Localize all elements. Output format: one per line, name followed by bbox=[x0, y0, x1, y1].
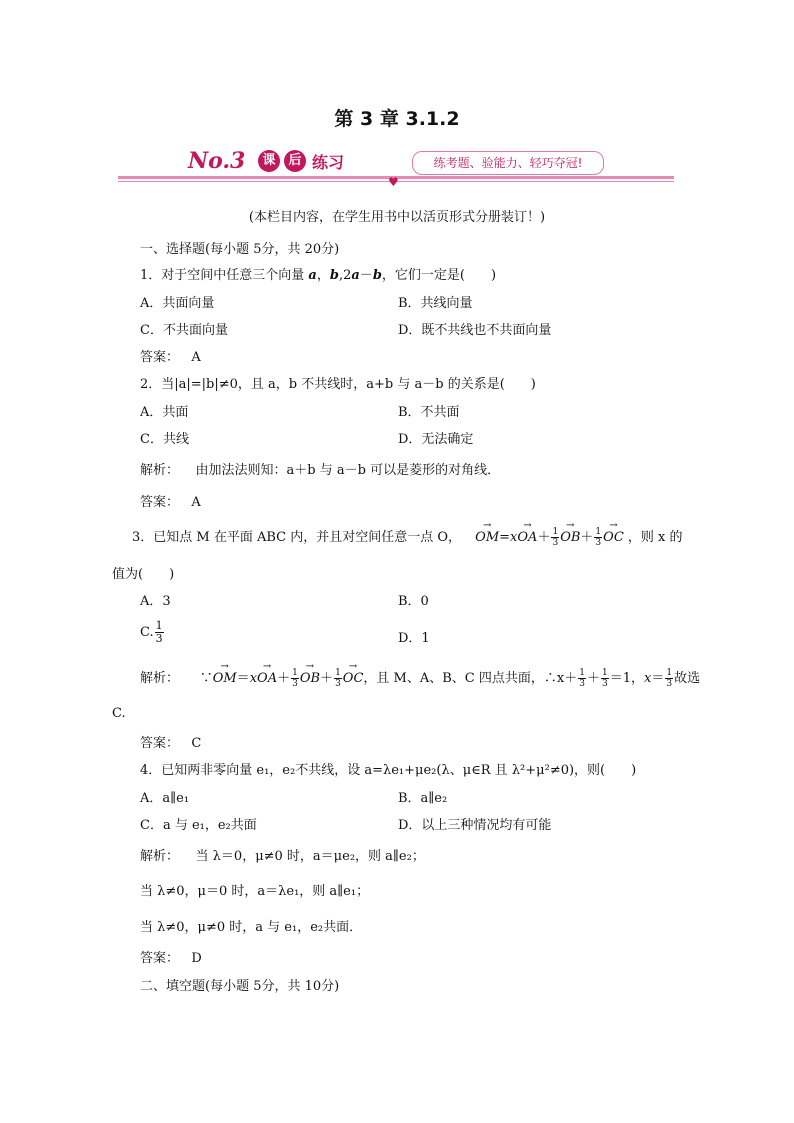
q1-stem-tail: ，它们一定是( ) bbox=[381, 268, 497, 283]
q4-option-c: C．a 与 e₁，e₂共面 bbox=[140, 818, 257, 833]
answer-value: A bbox=[191, 350, 201, 365]
question-4-stem: 4．已知两非零向量 e₁，e₂不共线，设 a=λe₁+μe₂(λ、μ∈R 且 λ²+μ²≠0)，则( ) bbox=[140, 763, 637, 778]
banner-slogan: 练考题、验能力、轻巧夺冠! bbox=[412, 151, 604, 175]
explanation-label: 解析： bbox=[140, 463, 180, 478]
answer-value: D bbox=[191, 951, 202, 966]
q2-option-d: D．无法确定 bbox=[398, 432, 474, 447]
q4-answer bbox=[140, 947, 202, 966]
q1-stem-text: 1．对于空间中任意三个向量 bbox=[140, 268, 309, 283]
q4-explanation-line-2: 当 λ≠0，μ＝0 时，a＝λe₁，则 a∥e₁； bbox=[140, 884, 370, 899]
q1-option-d: D．既不共线也不共面向量 bbox=[398, 323, 552, 338]
q3-option-b: B．0 bbox=[398, 594, 429, 609]
question-1-stem: 1．对于空间中任意三个向量 a，b,2a－b，它们一定是( ) bbox=[140, 268, 497, 283]
q1-option-a: A．共面向量 bbox=[140, 296, 215, 311]
q3-stem-text: 3．已知点 M 在平面 ABC 内，并且对空间任意一点 O， bbox=[132, 530, 462, 545]
q4-explanation-line-1: 当 λ＝0，μ≠0 时，a＝μe₂，则 a∥e₂； bbox=[195, 849, 425, 864]
q2-option-a: A．共面 bbox=[140, 405, 189, 420]
q1-option-c: C．不共面向量 bbox=[140, 323, 228, 338]
section-heading-fill: 二、填空题(每小题 5分，共 10分) bbox=[140, 979, 340, 994]
q2-explanation bbox=[140, 459, 500, 478]
page-title: 第 3 章 3.1.2 bbox=[334, 108, 460, 130]
q3-option-d: D．1 bbox=[398, 631, 430, 646]
answer-label: 答案： bbox=[140, 951, 180, 966]
answer-value: C bbox=[191, 736, 202, 751]
answer-label: 答案： bbox=[140, 350, 180, 365]
banner-hou-badge: 后 bbox=[284, 150, 306, 172]
q3-explanation-formula: ∵→ OM＝x→ OA＋ $\frac{1}{3}$ → OB＋ $\frac{1}{3}$ → OC bbox=[200, 671, 364, 686]
heart-icon: ♥ bbox=[388, 175, 399, 189]
q2-option-c: C．共线 bbox=[140, 432, 189, 447]
q3-vector-equation: → OM=x→ OA＋ $\frac{1}{3}$ → OB＋ $\frac{1}{3}$ → OC bbox=[475, 530, 628, 545]
answer-label: 答案： bbox=[140, 736, 180, 751]
q3-explanation-mid: ，且 M、A、B、C 四点共面，∴x＋ bbox=[363, 671, 578, 686]
binding-note: (本栏目内容，在学生用书中以活页形式分册装订！) bbox=[248, 210, 546, 225]
q2-option-b: B．不共面 bbox=[398, 405, 460, 420]
q2-answer bbox=[140, 491, 201, 510]
q3-explanation-end: 故选 bbox=[674, 671, 701, 686]
answer-label: 答案： bbox=[140, 495, 180, 510]
answer-value: A bbox=[191, 495, 201, 510]
q4-explanation bbox=[140, 845, 425, 864]
question-3-stem bbox=[132, 526, 683, 548]
section-banner bbox=[118, 148, 674, 190]
q4-option-d: D．以上三种情况均有可能 bbox=[398, 818, 552, 833]
q4-option-b: B．a∥e₂ bbox=[398, 791, 448, 806]
question-2-stem: 2．当|a|=|b|≠0，且 a，b 不共线时，a+b 与 a－b 的关系是( ) bbox=[140, 377, 536, 392]
explanation-label: 解析： bbox=[140, 849, 180, 864]
explanation-label: 解析： bbox=[140, 671, 180, 686]
q3-option-c: C. $\frac{1}{3}$ bbox=[140, 619, 163, 645]
explanation-text: 由加法法则知：a＋b 与 a－b 可以是菱形的对角线． bbox=[195, 463, 501, 478]
q3-answer bbox=[140, 732, 201, 751]
q4-explanation-line-3: 当 λ≠0，μ≠0 时，a 与 e₁，e₂共面． bbox=[140, 920, 363, 935]
q3-stem-continued: 值为( ) bbox=[112, 567, 175, 582]
q3-stem-tail: ，则 x 的 bbox=[627, 530, 683, 545]
q1-answer bbox=[140, 346, 201, 365]
q3-explanation: 解析： ∵→ OM＝x→ OA＋ $\frac{1}{3}$ → OB＋ $\frac{1}{3}$ → OC，且 M、A、B、C 四点共面，∴x＋ $\frac{1}{3}$ ＋ $\frac{1}{3}$ ＝1，x＝ $\frac{1}{3}$ 故选 bbox=[140, 667, 700, 689]
banner-lianxi: 练习 bbox=[312, 153, 345, 172]
q1-option-b: B．共线向量 bbox=[398, 296, 473, 311]
q3-option-c-label: C. bbox=[140, 625, 154, 640]
q4-option-a: A．a∥e₁ bbox=[140, 791, 190, 806]
banner-number: No.3 bbox=[188, 148, 246, 174]
q3-option-a: A．3 bbox=[140, 594, 171, 609]
q3-explanation-continued: C. bbox=[112, 706, 126, 721]
section-heading-choice: 一、选择题(每小题 5分，共 20分) bbox=[140, 242, 340, 257]
banner-ke-badge: 课 bbox=[258, 150, 280, 172]
